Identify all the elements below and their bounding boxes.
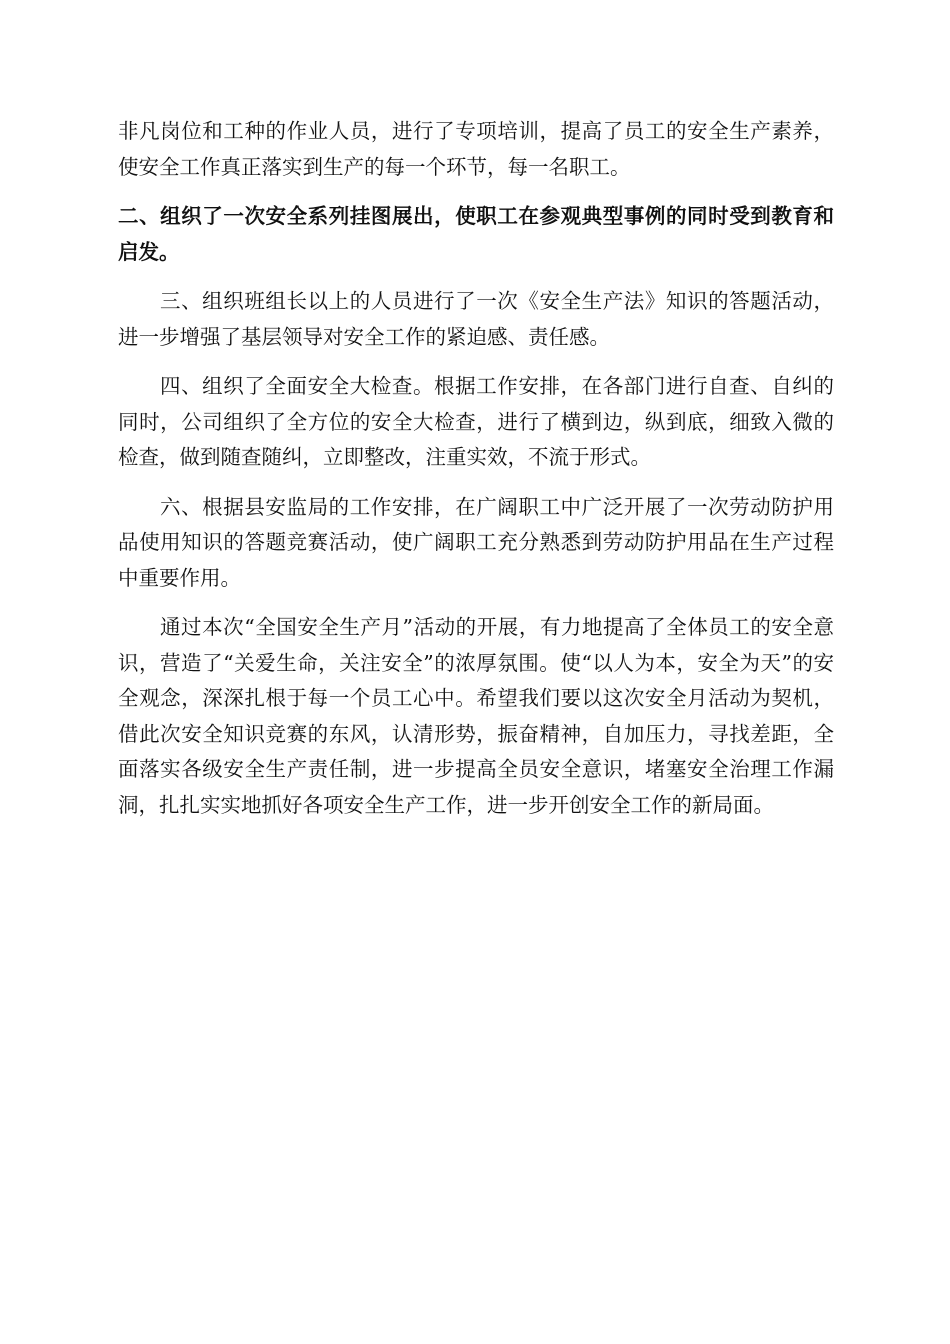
paragraph-conclusion: 通过本次“全国安全生产月”活动的开展，有力地提高了全体员工的安全意识，营造了“关爱生命，关注安全”的浓厚氛围。使“以人为本，安全为天”的安全观念，深深扎根于每一个员工心中。希望我们要以这次安全月活动为契机，借此次安全知识竞赛的东风，认清形势，振奋精神，自加压力，寻找差距，全面落实各级安全生产责任制，进一步提高全员安全意识，堵塞安全治理工作漏洞，扎扎实实地抓好各项安全生产工作，进一步开创安全工作的新局面。 [118,615,834,817]
paragraph-heading-poster-exhibition: 二、组织了一次安全系列挂图展出，使职工在参观典型事例的同时受到教育和启发。 [118,204,834,264]
document-body [118,114,834,837]
paragraph-protective-equipment-quiz: 六、根据县安监局的工作安排，在广阔职工中广泛开展了一次劳动防护用品使用知识的答题竞赛活动，使广阔职工充分熟悉到劳动防护用品在生产过程中重要作用。 [118,494,834,590]
paragraph-continued-training: 非凡岗位和工种的作业人员，进行了专项培训，提高了员工的安全生产素养，使安全工作真正落实到生产的每一个环节，每一名职工。 [118,119,834,179]
paragraph-safety-law-quiz: 三、组织班组长以上的人员进行了一次《安全生产法》知识的答题活动，进一步增强了基层领导对安全工作的紧迫感、责任感。 [118,289,834,349]
paragraph-safety-inspection: 四、组织了全面安全大检查。根据工作安排，在各部门进行自查、自纠的同时，公司组织了全方位的安全大检查，进行了横到边，纵到底，细致入微的检查，做到随查随纠，立即整改，注重实效，不流于形式。 [118,374,834,469]
